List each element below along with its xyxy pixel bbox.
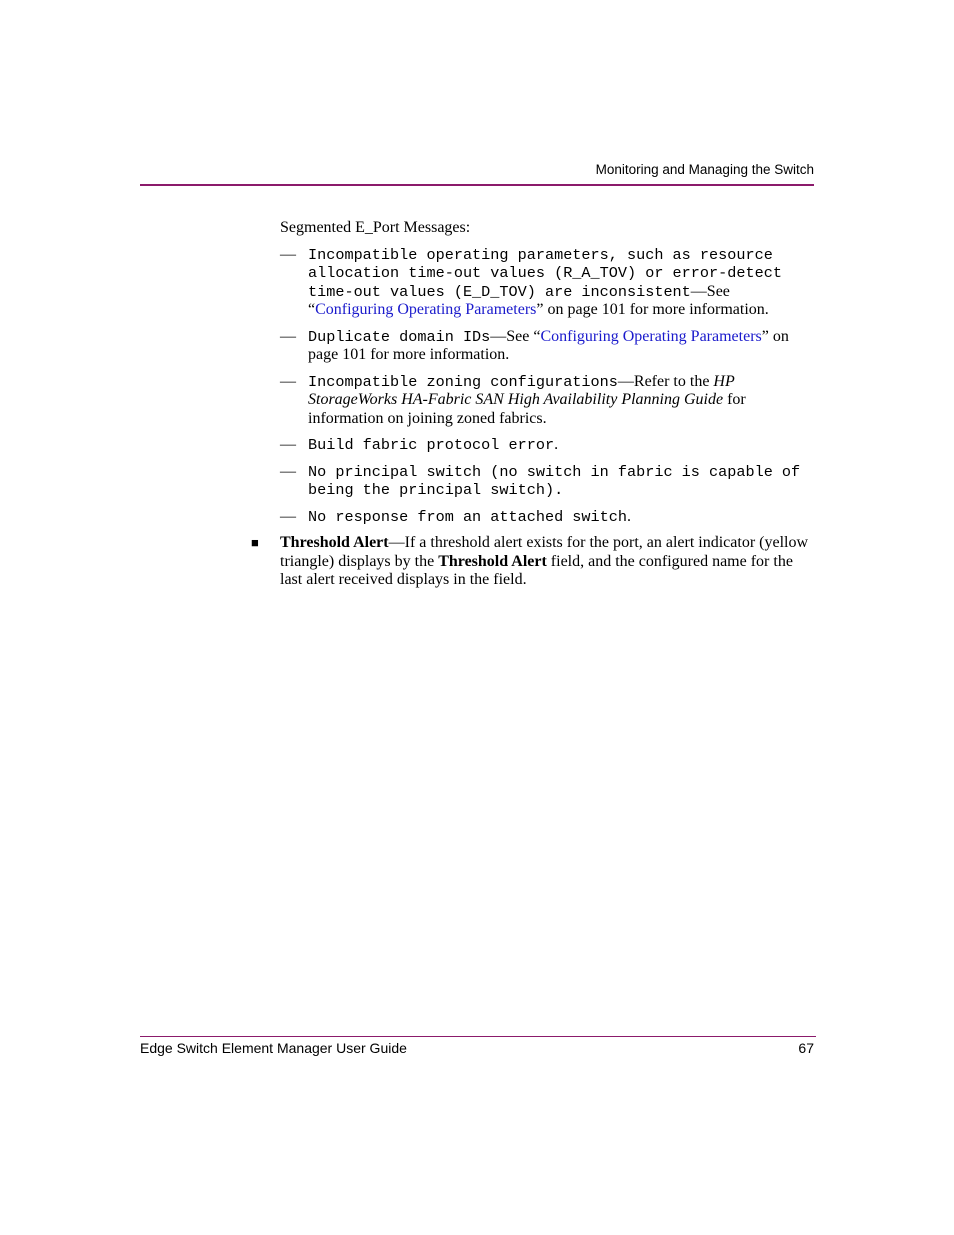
see-suffix: ” on page 101 for more information. <box>308 327 789 363</box>
footer-rule <box>140 1036 816 1037</box>
list-item <box>280 328 814 365</box>
dash-marker: — <box>280 372 296 390</box>
section-intro: Segmented E_Port Messages: <box>280 219 471 236</box>
list-item <box>280 508 814 527</box>
message-code: No principal switch (no switch in fabric is capable of being the principal switch). <box>308 462 801 499</box>
see-suffix: ” on page 101 for more information. <box>536 301 769 318</box>
list-item <box>280 463 814 500</box>
dash-marker: — <box>280 507 296 525</box>
dash-marker: — <box>280 462 296 480</box>
see-prefix: —See “ <box>308 282 730 318</box>
list-item <box>280 373 814 429</box>
configuring-operating-parameters-link[interactable]: Configuring Operating Parameters <box>540 327 762 345</box>
body-content <box>251 219 814 590</box>
see-prefix: —See “ <box>490 327 541 345</box>
message-code: Incompatible operating parameters, such as resource allocation time-out values (R_A_TOV) or error-detect time-out values (E_D_TOV) are inconsistent <box>308 245 782 301</box>
message-code: Incompatible zoning configurations <box>308 372 618 391</box>
dash-marker: — <box>280 436 296 453</box>
item-period: . <box>627 507 631 525</box>
refer-suffix: for information on joining zoned fabrics. <box>308 391 746 427</box>
page-number: 67 <box>798 1040 814 1056</box>
square-bullet-icon: ■ <box>251 535 259 550</box>
list-item <box>280 436 814 455</box>
threshold-alert-text: —If a threshold alert exists for the port, an alert indicator (yellow triangle) displays by the <box>280 534 809 570</box>
header-rule <box>140 184 814 186</box>
dash-marker: — <box>280 327 296 345</box>
threshold-alert-bullet <box>251 534 814 590</box>
threshold-alert-text-end: field, and the configured name for the last alert received displays in the field. <box>280 552 793 588</box>
item-period: . <box>554 436 559 453</box>
planning-guide-title: HP StorageWorks HA-Fabric SAN High Availability Planning Guide <box>308 372 735 408</box>
list-item <box>280 246 814 320</box>
running-header: Monitoring and Managing the Switch <box>595 162 814 177</box>
dash-marker: — <box>280 245 296 263</box>
configuring-operating-parameters-link[interactable]: Configuring Operating Parameters <box>315 301 537 318</box>
threshold-alert-field-name: Threshold Alert <box>438 552 547 570</box>
refer-prefix: —Refer to the <box>617 372 714 390</box>
message-code: No response from an attached switch <box>308 507 627 526</box>
footer-doc-title: Edge Switch Element Manager User Guide <box>140 1040 407 1056</box>
threshold-alert-term: Threshold Alert <box>280 534 389 551</box>
message-code: Duplicate domain IDs <box>308 327 491 346</box>
message-code: Build fabric protocol error <box>308 436 555 454</box>
